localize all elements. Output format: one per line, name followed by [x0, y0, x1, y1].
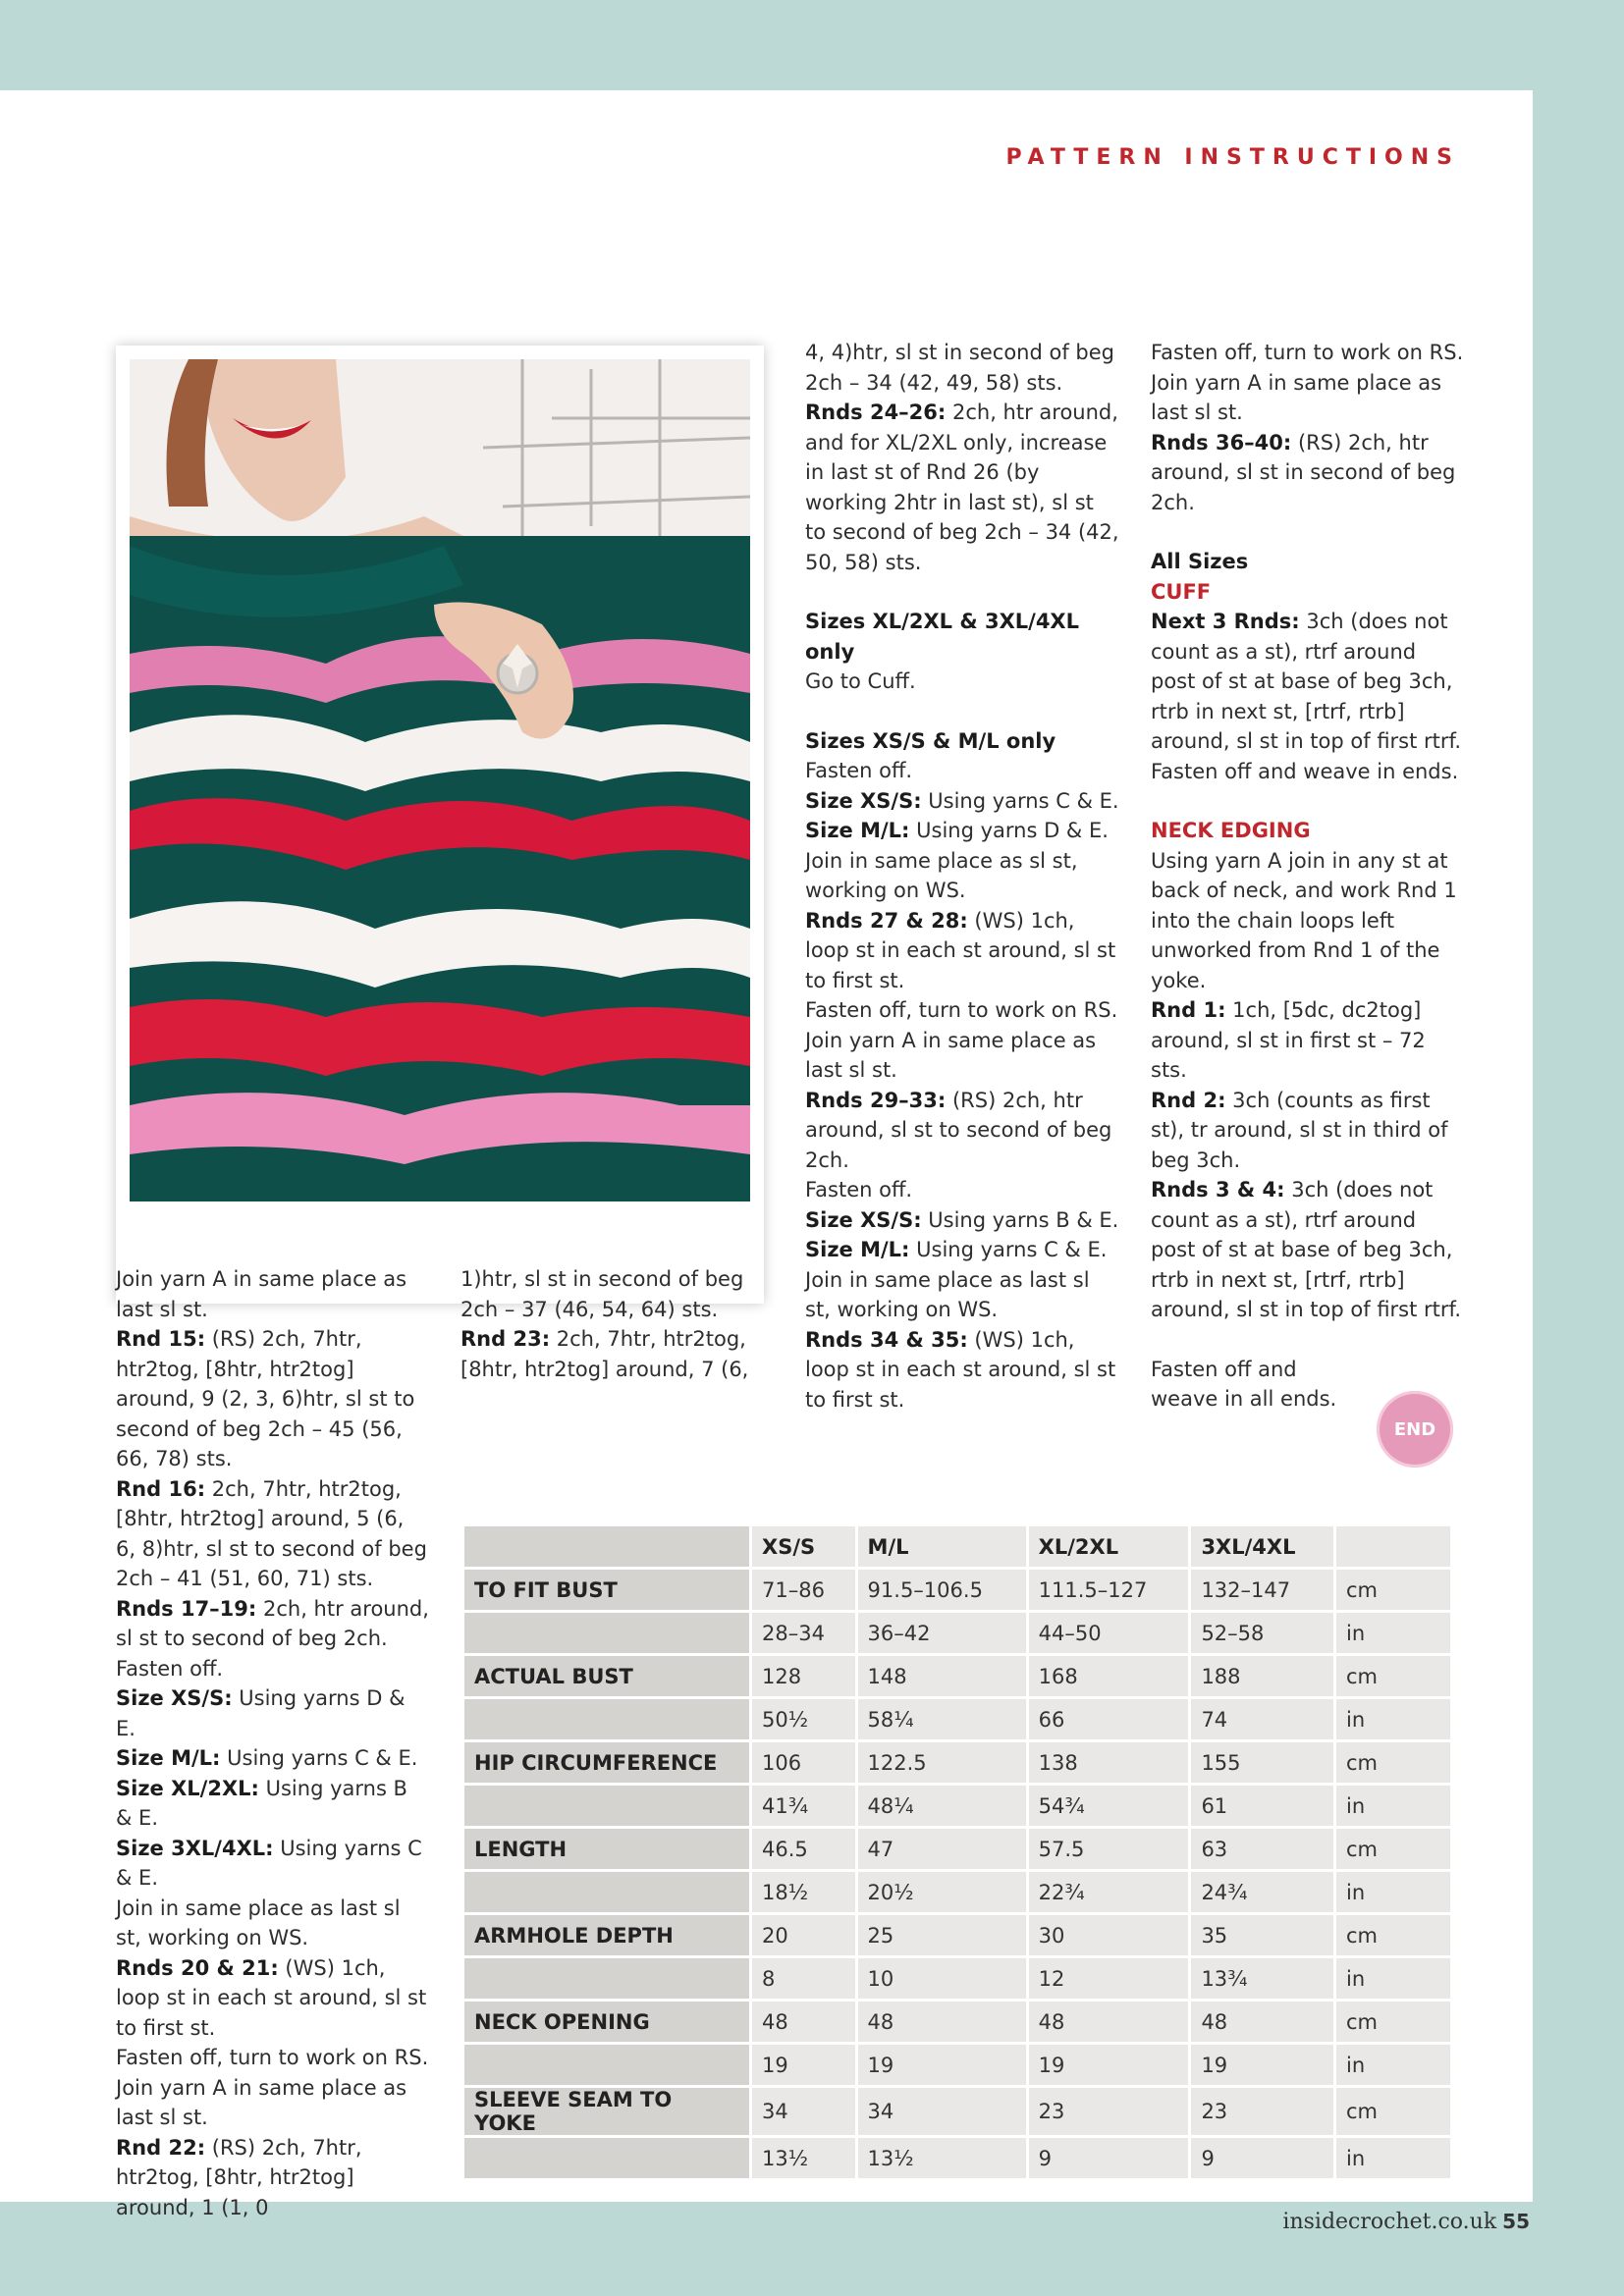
measurement-label	[464, 1613, 749, 1653]
table-cell: 41¾	[752, 1786, 855, 1826]
table-header-cell: XS/S	[752, 1526, 855, 1567]
measurement-label	[464, 1872, 749, 1912]
table-cell: 8	[752, 1958, 855, 1999]
table-cell: 188	[1191, 1656, 1333, 1696]
table-cell: 52–58	[1191, 1613, 1333, 1653]
end-badge: END	[1377, 1391, 1453, 1468]
measurement-label: SLEEVE SEAM TO YOKE	[464, 2088, 749, 2135]
table-cell: 46.5	[752, 1829, 855, 1869]
table-cell: 74	[1191, 1699, 1333, 1739]
table-cell: 34	[752, 2088, 855, 2135]
table-cell: 19	[1191, 2045, 1333, 2085]
table-row	[464, 1958, 1450, 1999]
table-cell: 58¼	[858, 1699, 1026, 1739]
table-cell: 13¾	[1191, 1958, 1333, 1999]
table-header-cell: XL/2XL	[1029, 1526, 1189, 1567]
size-table	[461, 1523, 1453, 2181]
table-header-cell: 3XL/4XL	[1191, 1526, 1333, 1567]
table-cell: 23	[1191, 2088, 1333, 2135]
site-url: insidecrochet.co.uk	[1282, 2210, 1497, 2234]
table-cell: 128	[752, 1656, 855, 1696]
table-cell: 91.5–106.5	[858, 1570, 1026, 1610]
table-cell: 22¾	[1029, 1872, 1189, 1912]
table-cell: 54¾	[1029, 1786, 1189, 1826]
measurement-label	[464, 1786, 749, 1826]
table-row	[464, 1613, 1450, 1653]
photo-frame	[116, 346, 764, 1304]
table-cell: 44–50	[1029, 1613, 1189, 1653]
table-cell: 61	[1191, 1786, 1333, 1826]
table-cell: 9	[1029, 2138, 1189, 2178]
table-cell: 57.5	[1029, 1829, 1189, 1869]
table-cell: 66	[1029, 1699, 1189, 1739]
table-row	[464, 2088, 1450, 2135]
table-cell: 18½	[752, 1872, 855, 1912]
table-cell: 10	[858, 1958, 1026, 1999]
table-cell: 63	[1191, 1829, 1333, 1869]
instructions-col-1: Join yarn A in same place as last sl st. Rnd 15: (RS) 2ch, 7htr, htr2tog, [8htr, htr2tog] around, 9 (2, 3, 6)htr, sl st to second of beg 2ch – 45 (56, 66, 78) sts. Rnd 16: 2ch, 7htr, htr2tog, [8htr, htr2tog] around, 5 (6, 6, 8)htr, sl st to second of beg 2ch – 41 (51, 60, 71) sts. Rnds 17–19: 2ch, htr around, sl st to second of beg 2ch. Fasten off. Size XS/S: Using yarns D & E. Size M/L: Using yarns C & E. Size XL/2XL: Using yarns B & E. Size 3XL/4XL: Using yarns C & E. Join in same place as last sl st, working on WS. Rnds 20 & 21: (WS) 1ch, loop st in each st around, sl st to first st. Fasten off, turn to work on RS. Join yarn A in same place as last sl st. Rnd 22: (RS) 2ch, 7htr, htr2tog, [8htr, htr2tog] around, 1 (1, 0	[116, 1267, 429, 2219]
table-cell: cm	[1336, 1915, 1450, 1955]
table-cell: in	[1336, 1699, 1450, 1739]
table-row	[464, 1656, 1450, 1696]
table-cell: 19	[1029, 2045, 1189, 2085]
neck-edging-heading: NECK EDGING	[1151, 819, 1311, 842]
table-cell: 71–86	[752, 1570, 855, 1610]
sweater-photo	[130, 359, 750, 1201]
table-row	[464, 1915, 1450, 1955]
table-cell: 30	[1029, 1915, 1189, 1955]
table-cell: cm	[1336, 1656, 1450, 1696]
table-cell: 48	[858, 2002, 1026, 2042]
table-cell: in	[1336, 1872, 1450, 1912]
table-cell: 24¾	[1191, 1872, 1333, 1912]
table-cell: 155	[1191, 1742, 1333, 1783]
page-number: 55	[1502, 2210, 1530, 2233]
measurement-label: HIP CIRCUMFERENCE	[464, 1742, 749, 1783]
table-row	[464, 1786, 1450, 1826]
table-cell: 138	[1029, 1742, 1189, 1783]
measurement-label: NECK OPENING	[464, 2002, 749, 2042]
table-cell: 48	[1191, 2002, 1333, 2042]
section-header: PATTERN INSTRUCTIONS	[1005, 145, 1460, 170]
table-cell: 13½	[752, 2138, 855, 2178]
table-cell: in	[1336, 1613, 1450, 1653]
instructions-col-4: Fasten off, turn to work on RS. Join yarn A in same place as last sl st. Rnds 36–40: (RS) 2ch, htr around, sl st in second of beg 2ch. All Sizes CUFF Next 3 Rnds: 3ch (does not count as a st), rtrf around post of st at base of beg 3ch, rtrb in next st, [rtrf, rtrb] around, sl st in top of first rtrf. Fasten off and weave in ends. NECK EDGING Using yarn A join in any st at back of neck, and work Rnd 1 into the chain loops left unworked from Rnd 1 of the yoke. Rnd 1: 1ch, [5dc, dc2tog] around, sl st in first st – 72 sts. Rnd 2: 3ch (counts as first st), tr around, sl st in third of beg 3ch. Rnds 3 & 4: 3ch (does not count as a st), rtrf around post of st at base of beg 3ch, rtrb in next st, [rtrf, rtrb] around, sl st in top of first rtrf. Fasten off and weave in all ends.	[1151, 341, 1464, 1411]
table-cell: 168	[1029, 1656, 1189, 1696]
table-cell: 13½	[858, 2138, 1026, 2178]
table-cell: 36–42	[858, 1613, 1026, 1653]
page	[0, 90, 1533, 2219]
table-cell: 50½	[752, 1699, 855, 1739]
table-cell: in	[1336, 1958, 1450, 1999]
table-cell: 19	[858, 2045, 1026, 2085]
table-cell: 35	[1191, 1915, 1333, 1955]
table-header-row	[464, 1526, 1450, 1567]
measurement-label	[464, 2138, 749, 2178]
table-cell: 34	[858, 2088, 1026, 2135]
table-cell: 28–34	[752, 1613, 855, 1653]
measurement-label	[464, 2045, 749, 2085]
table-cell: in	[1336, 1786, 1450, 1826]
table-cell: 111.5–127	[1029, 1570, 1189, 1610]
table-cell: cm	[1336, 1742, 1450, 1783]
measurement-label	[464, 1699, 749, 1739]
table-cell: cm	[1336, 1570, 1450, 1610]
table-row	[464, 1699, 1450, 1739]
table-cell: 25	[858, 1915, 1026, 1955]
table-row	[464, 1742, 1450, 1783]
table-cell: in	[1336, 2045, 1450, 2085]
table-cell: cm	[1336, 2002, 1450, 2042]
table-cell: 48	[752, 2002, 855, 2042]
instructions-col-3: 4, 4)htr, sl st in second of beg 2ch – 34 (42, 49, 58) sts. Rnds 24–26: 2ch, htr around, and for XL/2XL only, increase in last st of Rnd 26 (by working 2htr in last st), sl st to second of beg 2ch – 34 (42, 50, 58) sts. Sizes XL/2XL & 3XL/4XL only Go to Cuff. Sizes XS/S & M/L only Fasten off. Size XS/S: Using yarns C & E. Size M/L: Using yarns D & E. Join in same place as sl st, working on WS. Rnds 27 & 28: (WS) 1ch, loop st in each st around, sl st to first st. Fasten off, turn to work on RS. Join yarn A in same place as last sl st. Rnds 29–33: (RS) 2ch, htr around, sl st to second of beg 2ch. Fasten off. Size XS/S: Using yarns B & E. Size M/L: Using yarns C & E. Join in same place as last sl st, working on WS. Rnds 34 & 35: (WS) 1ch, loop st in each st around, sl st to first st.	[805, 341, 1119, 1412]
table-header-cell: M/L	[858, 1526, 1026, 1567]
table-cell: 48	[1029, 2002, 1189, 2042]
table-cell: 20	[752, 1915, 855, 1955]
table-cell: cm	[1336, 1829, 1450, 1869]
measurement-label	[464, 1958, 749, 1999]
measurement-label: TO FIT BUST	[464, 1570, 749, 1610]
table-row	[464, 2045, 1450, 2085]
table-cell: 23	[1029, 2088, 1189, 2135]
table-row	[464, 1872, 1450, 1912]
table-cell: 20½	[858, 1872, 1026, 1912]
table-cell: 132–147	[1191, 1570, 1333, 1610]
table-cell: 48¼	[858, 1786, 1026, 1826]
table-row	[464, 2002, 1450, 2042]
footer	[1282, 2210, 1530, 2234]
table-cell: in	[1336, 2138, 1450, 2178]
table-header-cell	[464, 1526, 749, 1567]
table-cell: 9	[1191, 2138, 1333, 2178]
table-cell: 106	[752, 1742, 855, 1783]
table-header-cell	[1336, 1526, 1450, 1567]
instructions-col-2: 1)htr, sl st in second of beg 2ch – 37 (46, 54, 64) sts. Rnd 23: 2ch, 7htr, htr2tog, [8htr, htr2tog] around, 7 (6,	[460, 1267, 749, 1381]
table-cell: 148	[858, 1656, 1026, 1696]
table-cell: 47	[858, 1829, 1026, 1869]
table-cell: 122.5	[858, 1742, 1026, 1783]
measurement-label: LENGTH	[464, 1829, 749, 1869]
table-row	[464, 1570, 1450, 1610]
table-cell: 19	[752, 2045, 855, 2085]
cuff-heading: CUFF	[1151, 579, 1212, 604]
table-cell: cm	[1336, 2088, 1450, 2135]
measurement-label: ACTUAL BUST	[464, 1656, 749, 1696]
measurement-label: ARMHOLE DEPTH	[464, 1915, 749, 1955]
table-row	[464, 1829, 1450, 1869]
table-row	[464, 2138, 1450, 2178]
table-cell: 12	[1029, 1958, 1189, 1999]
